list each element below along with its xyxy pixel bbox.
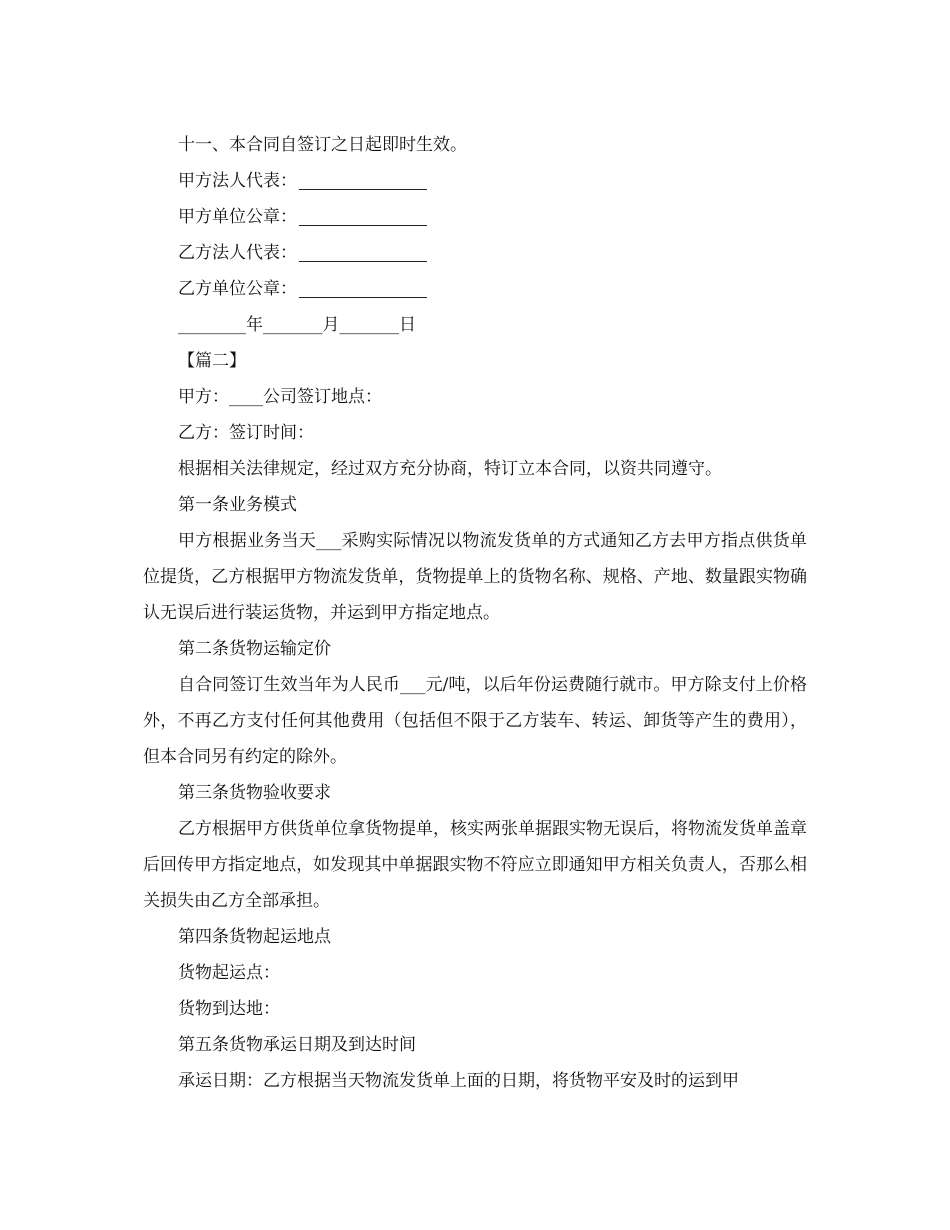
preamble: 根据相关法律规定，经过双方充分协商，特订立本合同，以资共同遵守。 [178,459,722,479]
signature-blank [299,245,427,262]
article-5-title: 第五条货物承运日期及到达时间 [178,1035,416,1055]
article-1-body: 甲方根据业务当天___采购实际情况以物流发货单的方式通知乙方去甲方指点供货单位提货，乙方根据甲方物流发货单，货物提单上的货物名称、规格、产地、数量跟实物确认无误后进行装运货物，并运到甲方指定地点。 [143,531,807,623]
article-3-title: 第三条货物验收要求 [178,783,331,803]
article-4-title: 第四条货物起运地点 [178,927,331,947]
signature-line-party-a-seal [143,199,807,235]
signature-label: 甲方单位公章： [178,207,297,227]
article-3-body: 乙方根据甲方供货单位拿货物提单，核实两张单据跟实物无误后，将物流发货单盖章后回传甲方指定地点，如发现其中单据跟实物不符应立即通知甲方相关负责人，否那么相关损失由乙方全部承担。 [143,819,807,911]
signature-blank [299,281,427,298]
signature-blank [299,209,427,226]
signature-label: 甲方法人代表： [178,171,297,191]
section-title: 【篇二】 [178,351,246,371]
date-line: ________年_______月_______日 [178,315,416,335]
signature-label: 乙方法人代表： [178,243,297,263]
signature-line-party-b-seal [143,271,807,307]
article-2-title: 第二条货物运输定价 [178,639,331,659]
article-1-title: 第一条业务模式 [178,495,297,515]
clause-11: 十一、本合同自签订之日起即时生效。 [178,135,467,155]
signature-blank [299,173,427,190]
party-a-line: 甲方：____公司签订地点： [178,387,382,407]
article-2-body: 自合同签订生效当年为人民币___元/吨，以后年份运费随行就市。甲方除支付上价格外，不再乙方支付任何其他费用（包括但不限于乙方装车、转运、卸货等产生的费用），但本合同另有约定的除外。 [143,675,807,767]
signature-label: 乙方单位公章： [178,279,297,299]
article-5-body: 承运日期：乙方根据当天物流发货单上面的日期，将货物平安及时的运到甲 [178,1071,739,1091]
signature-line-party-a-rep [143,163,807,199]
signature-line-party-b-rep [143,235,807,271]
party-b-line: 乙方：签订时间： [178,423,314,443]
origin-line: 货物起运点： [178,963,280,983]
destination-line: 货物到达地： [178,999,280,1019]
document-body [143,127,807,1099]
